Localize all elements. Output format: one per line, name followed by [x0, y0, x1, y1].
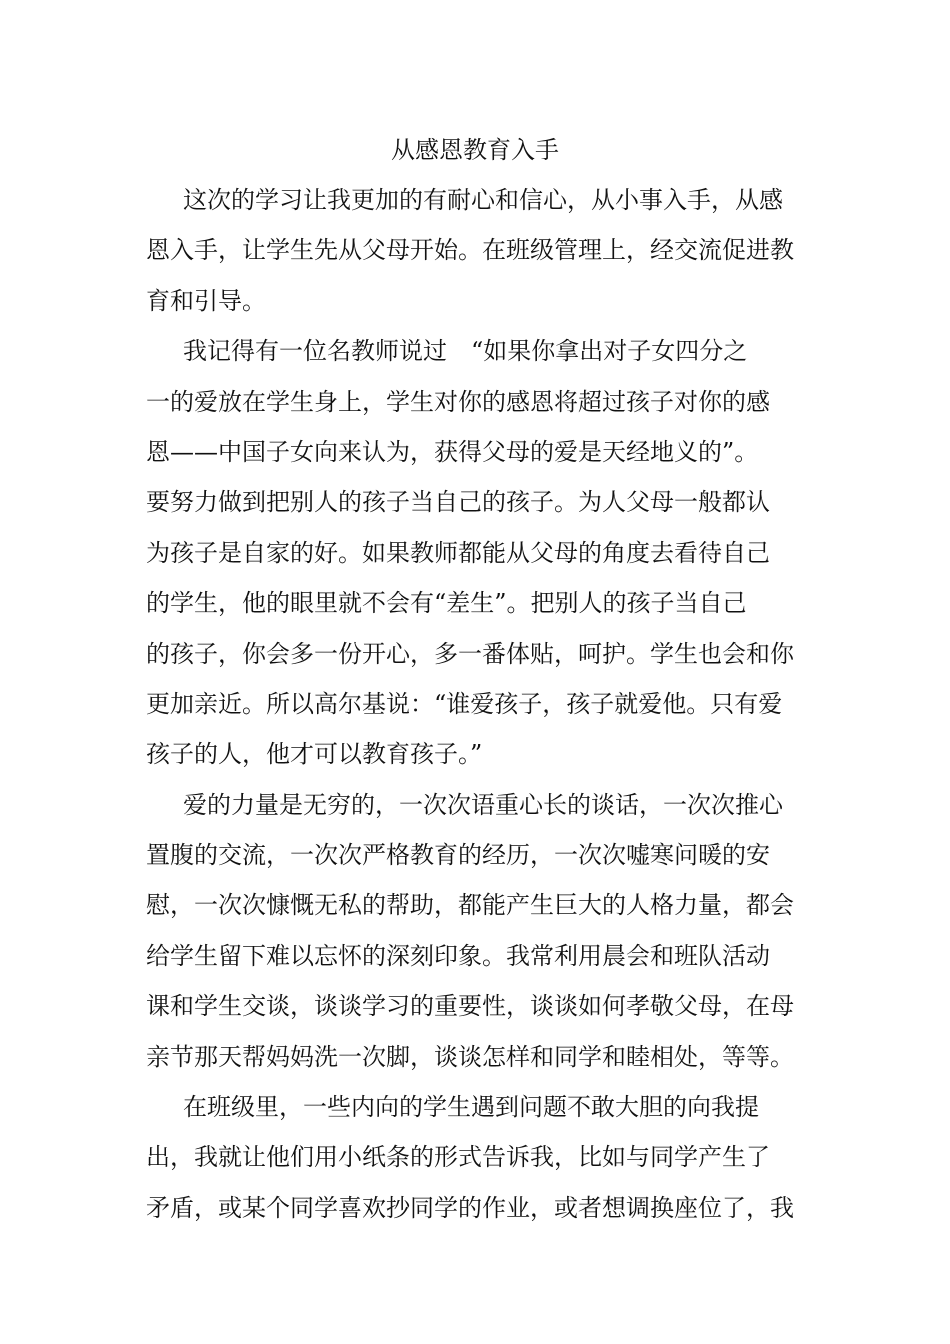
paragraph-3 — [146, 780, 810, 1082]
text-line: 慰，一次次慷慨无私的帮助，都能产生巨大的人格力量，都会 — [146, 891, 794, 920]
text-line: 为孩子是自家的好。如果教师都能从父母的角度去看待自己 — [146, 538, 770, 567]
text-line: 育和引导。 — [146, 286, 266, 315]
text-line: 课和学生交谈，谈谈学习的重要性，谈谈如何孝敬父母，在母 — [146, 992, 794, 1021]
document-body — [146, 175, 810, 1233]
text-line: 的学生，他的眼里就不会有“差生”。把别人的孩子当自己 — [146, 589, 747, 618]
text-line: 在班级里，一些内向的学生遇到问题不敢大胆的向我提 — [183, 1093, 759, 1122]
paragraph-4 — [146, 1082, 810, 1233]
text-line: 的孩子，你会多一份开心，多一番体贴，呵护。学生也会和你 — [146, 639, 794, 668]
text-line: 更加亲近。所以高尔基说：“谁爱孩子，孩子就爱他。只有爱 — [146, 689, 783, 718]
text-line: 爱的力量是无穷的，一次次语重心长的谈话，一次次推心 — [183, 790, 783, 819]
text-line: 孩子的人，他才可以教育孩子。” — [146, 740, 483, 769]
text-line: 出，我就让他们用小纸条的形式告诉我，比如与同学产生了 — [146, 1143, 770, 1172]
text-line: 亲节那天帮妈妈洗一次脚，谈谈怎样和同学和睦相处，等等。 — [146, 1042, 794, 1071]
document-title: 从感恩教育入手 — [391, 136, 559, 164]
text-line: 给学生留下难以忘怀的深刻印象。我常利用晨会和班队活动 — [146, 941, 770, 970]
text-line: 一的爱放在学生身上，学生对你的感恩将超过孩子对你的感 — [146, 387, 770, 416]
text-line: 我记得有一位名教师说过 “如果你拿出对子女四分之 — [183, 337, 748, 366]
text-line: 置腹的交流，一次次严格教育的经历，一次次嘘寒问暖的安 — [146, 841, 770, 870]
paragraph-2 — [146, 326, 810, 780]
text-line: 这次的学习让我更加的有耐心和信心，从小事入手，从感 — [183, 186, 783, 214]
text-line: 恩入手，让学生先从父母开始。在班级管理上，经交流促进教 — [146, 236, 794, 265]
text-line: 要努力做到把别人的孩子当自己的孩子。为人父母一般都认 — [146, 488, 770, 517]
paragraph-1 — [146, 175, 810, 326]
text-line: 恩——中国子女向来认为，获得父母的爱是天经地义的”。 — [146, 437, 759, 466]
text-line: 矛盾，或某个同学喜欢抄同学的作业，或者想调换座位了，我 — [146, 1193, 794, 1222]
